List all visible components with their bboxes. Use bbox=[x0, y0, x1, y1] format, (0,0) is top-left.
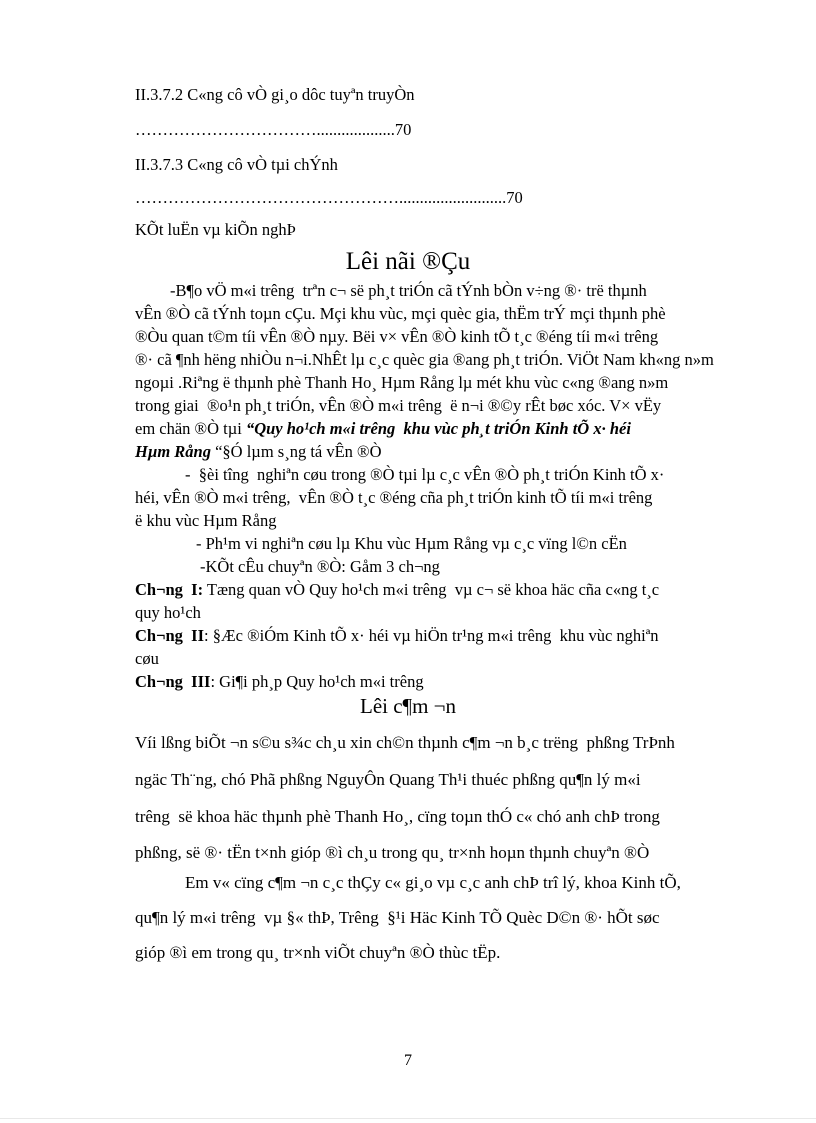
chapter-label: Ch¬ng III bbox=[135, 672, 211, 691]
chapter-label: Ch¬ng I: bbox=[135, 580, 204, 599]
chapter-text: Tæng quan vÒ Quy ho¹ch m«i trêng vµ c¬ së khoa häc cña c«ng t¸c bbox=[203, 580, 660, 599]
chapter-text: : Gi¶i ph¸p Quy ho¹ch m«i trêng bbox=[210, 672, 424, 691]
preface-line: ë khu vùc Hµm Rång bbox=[135, 511, 277, 530]
preface-line bbox=[135, 442, 382, 462]
preface-line: héi, vÊn ®Ò m«i trêng, vÊn ®Ò t¸c ®éng cña ph¸t triÓn kinh tÕ tíi m«i trêng bbox=[135, 488, 653, 507]
thanks-line: Víi lßng biÕt ¬n s©u s¾c ch¸u xin ch©n thµnh c¶m ¬n b¸c trëng phßng TrÞnh bbox=[135, 733, 675, 752]
thanks-line: trêng së khoa häc thµnh phè Thanh Ho¸, cïng toµn thÓ c« chó anh chÞ trong bbox=[135, 807, 660, 826]
preface-line bbox=[135, 419, 631, 439]
thanks-line: ngäc Th¨ng, chó Phã phßng NguyÔn Quang Th¹i thuéc phßng qu¶n lý m«i bbox=[135, 770, 641, 789]
preface-line: trong giai ®o¹n ph¸t triÓn, vÊn ®Ò m«i trêng ë n¬i ®©y rÊt bøc xóc. V× vËy bbox=[135, 396, 662, 415]
preface-line: vÊn ®Ò cã tÝnh toµn cÇu. Mçi khu vùc, mçi quèc gia, thËm trÝ mçi thµnh phè bbox=[135, 304, 666, 323]
chapter-line: cøu bbox=[135, 649, 159, 668]
chapter-line bbox=[135, 626, 659, 646]
thanks-line: Em v« cïng c¶m ¬n c¸c thÇy c« gi¸o vµ c¸c anh chÞ trî lý, khoa Kinh tÕ, bbox=[185, 873, 681, 892]
thesis-title-emphasis: Hµm Rång bbox=[135, 442, 211, 461]
preface-line: ®· cã ¶nh hëng nhiÒu n¬i.NhÊt lµ c¸c quèc gia ®ang ph¸t triÓn. ViÖt Nam kh«ng n»m bbox=[135, 350, 714, 369]
preface-line: ®Òu quan t©m tíi vÊn ®Ò nµy. Bëi v× vÊn ®Ò kinh tÕ t¸c ®éng tíi m«i trêng bbox=[135, 327, 659, 346]
preface-line: ngoµi .Riªng ë thµnh phè Thanh Ho¸ Hµm Rång lµ mét khu vùc c«ng ®ang n»m bbox=[135, 373, 669, 392]
page-number: 7 bbox=[404, 1052, 412, 1069]
thanks-heading: Lêi c¶m ¬n bbox=[360, 694, 456, 718]
chapter-line bbox=[135, 580, 659, 600]
toc-item-leader: ……………………………...................70 bbox=[135, 120, 412, 139]
preface-line: - Ph¹m vi nghiªn cøu lµ Khu vùc Hµm Rång vµ c¸c vïng l©n cËn bbox=[196, 534, 627, 553]
preface-heading: Lêi nãi ®Çu bbox=[345, 248, 471, 275]
chapter-label: Ch¬ng II bbox=[135, 626, 205, 645]
preface-line: - §èi tîng nghiªn cøu trong ®Ò tµi lµ c¸c vÊn ®Ò ph¸t triÓn Kinh tÕ x· bbox=[185, 465, 665, 484]
chapter-line bbox=[135, 672, 424, 692]
thesis-title-emphasis: “Quy ho¹ch m«i trêng khu vùc ph¸t triÓn Kinh tÕ x· héi bbox=[245, 419, 631, 438]
thanks-line: phßng, së ®· tËn t×nh gióp ®ì ch¸u trong qu¸ tr×nh hoµn thµnh chuyªn ®Ò bbox=[135, 843, 650, 862]
preface-text: em chän ®Ò tµi bbox=[135, 419, 246, 438]
toc-item-title: II.3.7.3 C«ng cô vÒ tµi chÝnh bbox=[135, 155, 338, 174]
chapter-line: quy ho¹ch bbox=[135, 603, 201, 622]
toc-item-title: II.3.7.2 C«ng cô vÒ gi¸o dôc tuyªn truyÒn bbox=[135, 85, 415, 104]
thanks-line: qu¶n lý m«i trêng vµ §« thÞ, Trêng §¹i Häc Kinh TÕ Quèc D©n ®· hÕt søc bbox=[135, 908, 660, 927]
preface-text: “§Ó lµm s¸ng tá vÊn ®Ò bbox=[210, 442, 382, 461]
thanks-line: gióp ®ì em trong qu¸ tr×nh viÕt chuyªn ®Ò thùc tËp. bbox=[135, 943, 501, 962]
toc-item-leader: …………………………………………..........................70 bbox=[135, 188, 523, 207]
preface-line: -B¶o vÖ m«i trêng trªn c¬ së ph¸t triÓn cã tÝnh bÒn v÷ng ®· trë thµnh bbox=[170, 281, 647, 300]
toc-item-title: KÕt luËn vµ kiÕn nghÞ bbox=[135, 220, 296, 239]
page-bottom-rule bbox=[0, 1118, 816, 1119]
preface-line: -KÕt cÊu chuyªn ®Ò: Gåm 3 ch¬ng bbox=[200, 557, 440, 576]
chapter-text: : §Æc ®iÓm Kinh tÕ x· héi vµ hiÖn tr¹ng m«i trêng khu vùc nghiªn bbox=[204, 626, 659, 645]
